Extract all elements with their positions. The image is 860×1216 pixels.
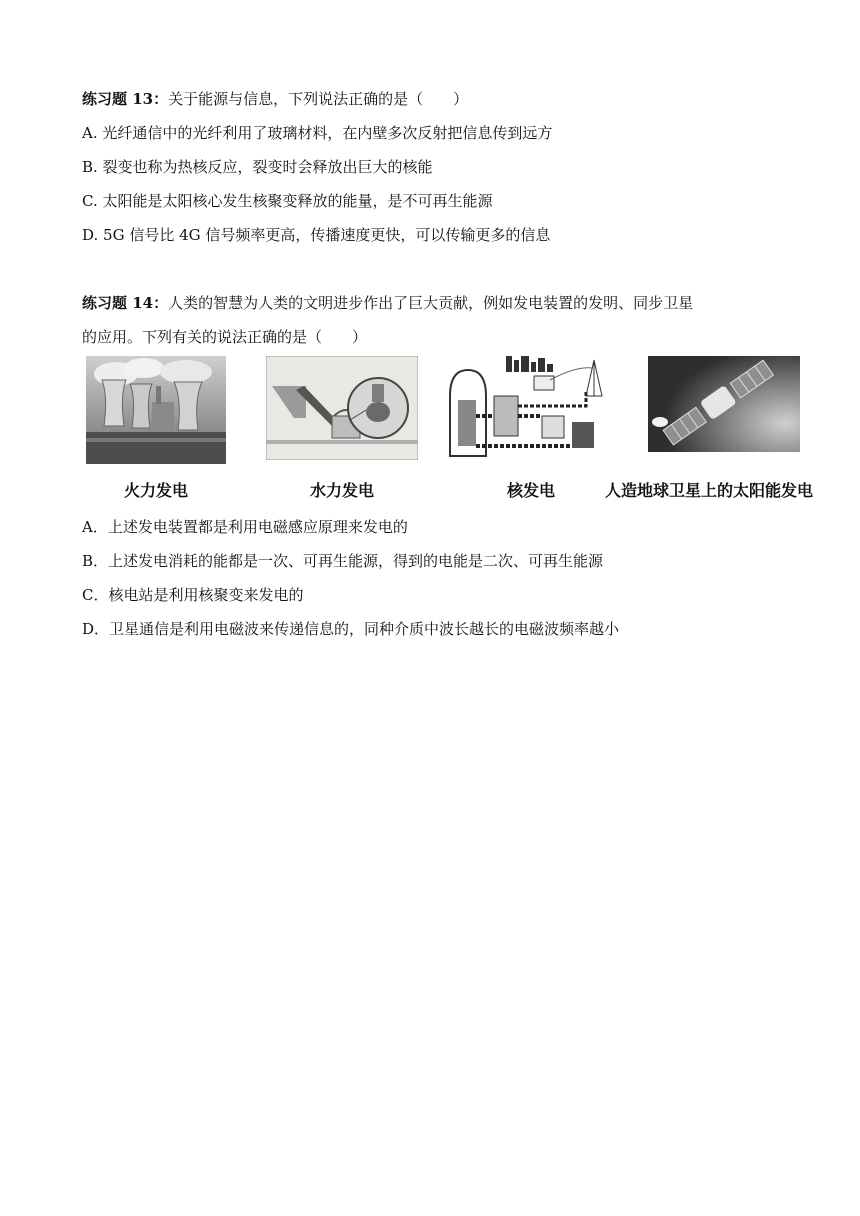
caption-hydro: 水力发电 [309,481,374,500]
question-14-options [82,510,802,646]
question-14-stem-line-1 [82,286,792,320]
option-b: B．上述发电消耗的能都是一次、可再生能源，得到的电能是二次、可再生能源 [82,552,604,570]
caption-satellite: 人造地球卫星上的太阳能发电 [604,481,813,500]
question-14-title: 练习题 14： [82,294,169,312]
figure-row [82,356,812,506]
hydro-power-diagram [266,356,418,460]
thermal-power-plant-image [86,356,226,464]
question-13-stem-line [82,82,792,116]
question-13-stem: 关于能源与信息，下列说法正确的是（ ） [168,90,469,108]
satellite-solar-image [648,356,860,452]
option-b: B. 裂变也称为热核反应，裂变时会释放出巨大的核能 [82,158,433,176]
question-13 [82,82,792,252]
question-14-stem-1: 人类的智慧为人类的文明进步作出了巨大贡献，例如发电装置的发明、同步卫星 [168,294,694,312]
option-a: A. 光纤通信中的光纤利用了玻璃材料，在内壁多次反射把信息传到远方 [82,124,553,142]
question-14-stem-line-2: 的应用。下列有关的说法正确的是（ ） [82,328,368,346]
question-13-title: 练习题 13： [82,90,169,108]
option-d: D．卫星通信是利用电磁波来传递信息的，同种介质中波长越长的电磁波频率越小 [82,620,620,638]
option-c: C．核电站是利用核聚变来发电的 [82,586,304,604]
option-d: D. 5G 信号比 4G 信号频率更高，传播速度更快，可以传输更多的信息 [82,226,551,244]
question-14 [82,286,792,354]
caption-nuclear: 核发电 [506,481,555,500]
caption-thermal: 火力发电 [123,481,188,500]
option-c: C. 太阳能是太阳核心发生核聚变释放的能量，是不可再生能源 [82,192,493,210]
option-a: A．上述发电装置都是利用电磁感应原理来发电的 [82,518,408,536]
nuclear-power-diagram [446,356,616,464]
